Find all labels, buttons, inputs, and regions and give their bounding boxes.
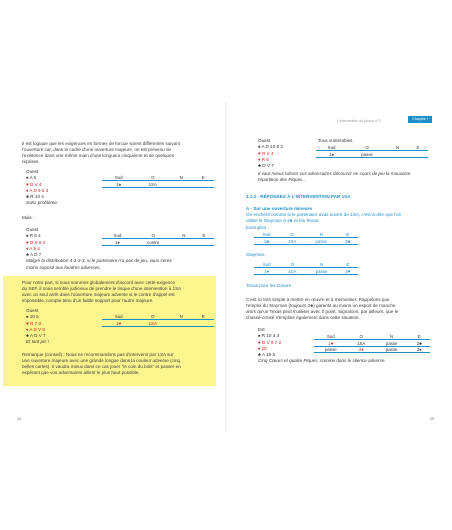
hand-seat: Ouest <box>26 308 39 313</box>
highlight-line-3: avec un seul arrêt dans l'ouverture majeure adverse si le contre d'appel est <box>22 292 175 297</box>
highlight-line-1: Pour notre part, si nous sommes globalement d'accord avec cette exigence <box>22 280 176 285</box>
book-spine <box>225 102 227 432</box>
subsection-a: A - Sur une ouverture mineure <box>246 206 312 211</box>
subsection-a-line-1: On enchérit comme si le partenaire avait ouvert de 1SA, c'est-à-dire que l'on <box>246 212 402 217</box>
clubs: ♣ A D 7 <box>26 252 42 258</box>
spades: ♠ R 5 4 <box>26 233 41 239</box>
running-title: L'intervention du joueur n°2 <box>337 119 381 123</box>
bidding-table-7: Sud O N E 1♥ 1SA passe 2♣ passe 2♦ passe 2♠ <box>314 334 430 353</box>
bidding-table-6: Sud O N E 1♦ 1SA passe 2♥ <box>254 262 358 275</box>
hand-note: Et tant pis ! <box>26 339 49 345</box>
para-line-1: C'est ici très simple à mettre en œuvre et à mémoriser. Rappelons que <box>246 297 390 302</box>
hand-seat: Ouest <box>26 169 39 174</box>
diamonds: ♦ A 9 4 <box>26 245 40 251</box>
remark-line-4: espérant que vos adversaires aillent le plus haut possible. <box>22 370 140 375</box>
spades: ♠ 10 5 <box>26 314 39 320</box>
hand-seat: Ouest <box>258 138 271 143</box>
chapter-tab: Chapitre I <box>408 116 432 123</box>
para-line-4: chassé-croisé s'emploie également dans cette situation. <box>246 315 360 320</box>
hearts: ♥ D V 6 2 <box>26 239 46 245</box>
mais-label: Mais : <box>22 215 35 220</box>
hearts: ♥ R V 4 <box>258 150 274 156</box>
clubs: ♣ A D V 7 <box>26 333 46 339</box>
intro-line-4: reprises. <box>22 159 40 164</box>
hand-note: Cinq Cœurs et quatre Piques, comme dans le silence adverse. <box>258 358 386 364</box>
section-heading: 1.1.2 - RÉPONSES À L'INTERVENTION PAR 1SA <box>246 194 351 199</box>
para-line-2: l'emploi du Stayman (toujours 2♣) garantit au moins un espoir de manche <box>246 303 396 308</box>
hand-note-1: Malgré la distribution 4-3-3-3, si le partenaire n'a pas de jeu, vous serez <box>26 258 172 264</box>
hearts: ♥ D V 4 <box>26 181 42 187</box>
hand4-note-2: répartition des Piques... <box>258 177 307 182</box>
bidding-table-1: Sud O N E 1♠ 1SA <box>102 175 214 188</box>
remark-line-3: belles cartes). Il vaudra mieux dans ce cas jouer "le coin du bois" et passer en <box>22 364 181 369</box>
examples-label: Exemples : <box>246 225 269 230</box>
page-number-left: 24 <box>17 417 21 421</box>
hand-4 <box>258 138 283 169</box>
diamonds: ♦ R 5 <box>258 156 269 162</box>
spades: ♠ A 5 <box>26 175 37 181</box>
clubs: ♣ A 10 5 <box>258 352 276 358</box>
intro-line-2: l'ouverture car, dans le cadre d'une ouverture majeure, on est prévenu de <box>22 147 172 152</box>
bidding-table-2: Sud O N E 1♦ contre <box>102 233 214 246</box>
hand-note: Sans problème. <box>26 200 59 206</box>
hand-note-2: moins exposé aux foudres adverses. <box>26 264 101 270</box>
spades: ♠ A D 10 8 2 <box>258 144 283 150</box>
hearts: ♥ D V 9 7 2 <box>258 339 282 345</box>
hand-seat: Ouest <box>26 227 39 232</box>
para-line-3: alors qu'un Texas peut s'utiliser avec 0 point. Signalons, par ailleurs, que le <box>246 309 399 314</box>
remark-line-1: Remarque (conseil) : Nous ne recommandons pas d'intervenir par 1SA sur <box>22 352 174 357</box>
hand-seat: Est <box>258 327 265 332</box>
subsection-a-line-2: utilise le Stayman à 2♣ et les Texas. <box>246 218 320 223</box>
spades: ♠ R 10 4 3 <box>258 333 280 339</box>
stayman-label: Stayman. <box>246 252 266 257</box>
page-number-right: 25 <box>430 417 434 421</box>
highlight-line-2: du SEF, il nous semble judicieux de prendre le risque d'une intervention à 1SA <box>22 286 182 291</box>
hand-1 <box>26 169 58 207</box>
vulnerability: Tous vulnérables. <box>318 138 354 143</box>
bidding-table-3: Sud O N E 1♥ 1SA <box>102 314 214 327</box>
highlight-line-4: impossible, compte tenu d'un faible support pour l'autre majeure. <box>22 298 154 303</box>
diamonds: ♦ 10 <box>258 345 267 351</box>
hand4-note-1: Il vaut mieux laisser vos adversaires découvrir en cours de jeu la mauvaise <box>258 171 411 176</box>
hand-3 <box>26 308 49 346</box>
remark-line-2: une ouverture majeure avec une grande longue dans la couleur adverse (cinq <box>22 358 181 363</box>
texas-label: Texas pour les Cœurs. <box>246 283 293 288</box>
bidding-table-5: Sud O N E 1♣ 1SA passe 2♣ <box>254 232 358 245</box>
bidding-table-4: Sud O N E 1♠ passe <box>316 145 428 158</box>
clubs: ♣ R 10 4 <box>26 194 44 200</box>
clubs: ♣ D V 7 <box>258 163 274 169</box>
hearts: ♥ R 7 3 <box>26 320 41 326</box>
diamonds: ♦ A D V 8 <box>26 326 45 332</box>
diamonds: ♦ A D 9 6 3 <box>26 187 49 193</box>
intro-line-1: Il est logique que les exigences en formes de forcue soient différentes suivant <box>22 141 180 146</box>
intro-line-3: l'existence dans une même main d'une longueur cinquième et de quelques <box>22 153 174 158</box>
